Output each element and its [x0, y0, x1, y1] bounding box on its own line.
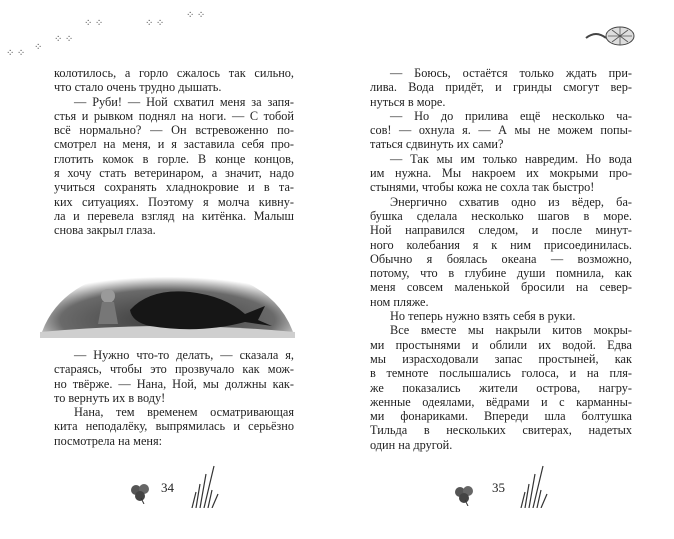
- text-line: бушка сделала несколько шагов в море.: [370, 208, 632, 223]
- text-line: ких ситуациях. Поэтому я молча кивну-: [54, 194, 294, 209]
- text-line: то вернуть их в воду!: [54, 390, 166, 405]
- text-line: стья и рывком поднял на ноги. — С тобой: [54, 108, 294, 123]
- text-line: что стало очень трудно дышать.: [54, 80, 222, 95]
- text-line: кита неподалёку, выпрямилась и серьёзно: [54, 419, 294, 434]
- beached-whale-illustration: [40, 262, 295, 338]
- shell-illustration: [582, 24, 638, 48]
- text-line: сов! — охнула я. — А мы не можем попы-: [370, 123, 632, 138]
- text-line: ми фонариками. Впереди шла болтушка: [370, 409, 632, 424]
- text-line: Все вместе мы накрыли китов мокры-: [390, 323, 632, 338]
- text-line: мы израсходовали запас простыней, как: [370, 351, 632, 366]
- text-line: — Так мы им только навредим. Но вода: [390, 151, 632, 166]
- text-line: — Нужно что-то делать, — сказала я,: [74, 348, 294, 362]
- text-line: таться сдвинуть их сами?: [370, 137, 504, 152]
- text-line: снова закрыл глаза.: [54, 223, 156, 238]
- text-line: лива. Вода придёт, и гринды смогут вер-: [370, 80, 632, 95]
- text-line: глотить комок в горле. В конце концов,: [54, 151, 294, 166]
- left-text-after-image: [54, 348, 294, 448]
- left-text-before-image: [54, 66, 294, 238]
- text-line: стынями, чтобы кожа не сохла так быстро!: [370, 180, 595, 195]
- text-line: — Боюсь, остаётся только ждать при-: [390, 66, 632, 80]
- text-line: же показались жители острова, нагру-: [370, 380, 632, 395]
- text-line: но твёрже. — Нана, Ной, мы должны как-: [54, 376, 294, 391]
- page-number-right: 35: [492, 480, 505, 495]
- text-line: Ной направился следом, и после минут-: [370, 223, 632, 238]
- text-line: смотрел на меня, и я заставила себя про-: [54, 137, 294, 152]
- text-line: один на другой.: [370, 437, 453, 452]
- clover-icon: [128, 482, 154, 504]
- page-number-left: 34: [161, 480, 174, 495]
- grass-icon: [515, 464, 549, 508]
- text-line: — Руби! — Ной схватил меня за запя-: [74, 94, 294, 109]
- text-line: я хочу стать ветеринаром, а значит, надо: [54, 166, 294, 181]
- text-line: Нана, тем временем осматривающая: [74, 405, 294, 420]
- text-line: ла и перевела взгляд на китёнка. Малыш: [54, 208, 294, 223]
- text-line: в темноте послышались голоса, и на пля-: [370, 366, 632, 381]
- clover-icon: [452, 484, 478, 506]
- text-line: — Но до прилива ещё несколько ча-: [390, 108, 632, 123]
- text-line: им нужна. Мы накроем их мокрыми про-: [370, 166, 632, 181]
- grass-icon: [186, 464, 220, 508]
- text-line: женные одеялами, вёдрами и с карманны-: [370, 394, 632, 409]
- text-line: Тильда в нескольких свитерах, надетых: [370, 423, 632, 438]
- text-line: колотилось, а горло сжалось так сильно,: [54, 66, 294, 80]
- text-line: посмотрела на меня:: [54, 433, 163, 448]
- right-page: [370, 66, 632, 452]
- text-line: ном пляже.: [370, 294, 429, 309]
- text-line: потому, что в глубине души помнила, как: [370, 266, 632, 281]
- text-line: учиться сохранять хладнокровие и в та-: [54, 180, 294, 195]
- text-line: стараясь, чтобы это прозвучало как мож-: [54, 362, 294, 377]
- text-line: ного колебания я к ним присоединилась.: [370, 237, 632, 252]
- text-line: меня совсем маленькой бросили на север-: [370, 280, 632, 295]
- paw-prints-decoration: ⁘ ⁘ ⁘ ⁘ ⁘ ⁘ ⁘ ⁘ ⁘ ⁘ ⁘: [6, 10, 206, 59]
- text-line: Обычно я боялась океана — возможно,: [370, 251, 632, 266]
- text-line: ми простынями и облили их водой. Едва: [370, 337, 632, 352]
- text-line: всё нормально? — Он встревоженно по-: [54, 123, 294, 138]
- text-line: нуться в море.: [370, 94, 446, 109]
- text-line: Энергично схватив одно из вёдер, ба-: [390, 194, 632, 209]
- text-line: Но теперь нужно взять себя в руки.: [390, 309, 576, 324]
